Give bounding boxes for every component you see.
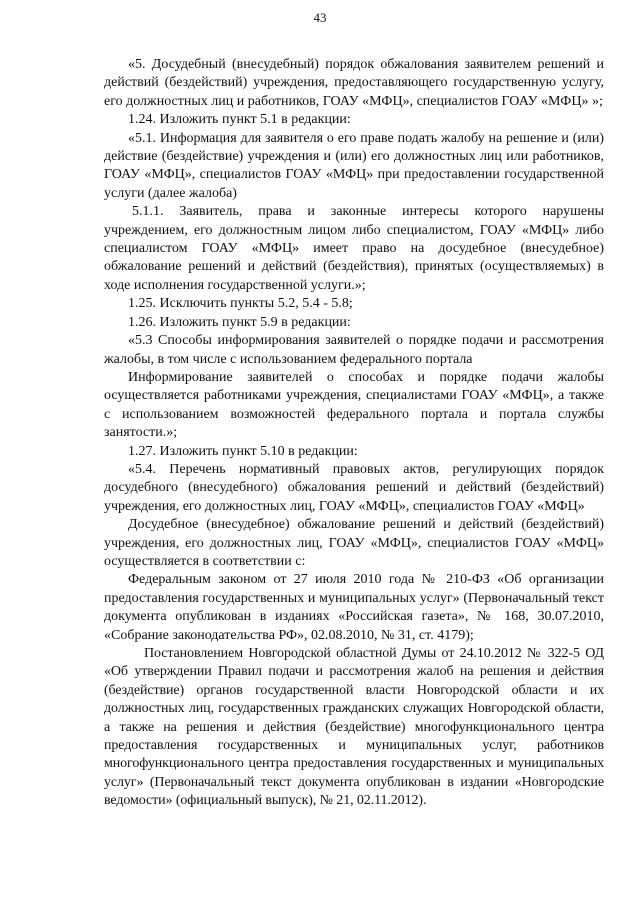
amendment-1-26: 1.26. Изложить пункт 5.9 в редакции: xyxy=(128,314,351,330)
amendment-1-27: 1.27. Изложить пункт 5.10 в редакции: xyxy=(128,443,358,459)
section-5-title-paragraph: «5. Досудебный (внесудебный) порядок обжалования заявителем решений и действий (бездействий) учреждения, предоставляющего государственную услугу, его должностных лиц и работников, ГОАУ «МФЦ», специалистов ГОАУ «МФЦ» »; xyxy=(104,57,604,109)
amendment-1-24: 1.24. Изложить пункт 5.1 в редакции: xyxy=(128,112,351,128)
clause-5-1-paragraph: «5.1. Информация для заявителя о его праве подать жалобу на решение и (или) действие (бездействие) учреждения и (или) его должностных лиц или работников, ГОАУ «МФЦ», специалистов ГОАУ «МФЦ» при предоставлении государственной услуги (далее жалоба) xyxy=(104,130,604,201)
clause-5-4-body: Досудебное (внесудебное) обжалование решений и действий (бездействий) учреждения, его должностных лиц, ГОАУ «МФЦ», специалистов ГОАУ «МФЦ» осуществляется в соответствии с: xyxy=(104,517,604,569)
clause-5-3-heading: «5.3 Способы информирования заявителей о порядке подачи и рассмотрения жалобы, в том числе с использованием федерального портала xyxy=(104,333,604,367)
federal-law-reference: Федеральным законом от 27 июля 2010 года № 210-ФЗ «Об организации предоставления государственных и муниципальных услуг» (Первоначальный текст документа опубликован в изданиях «Российская газета», № 168, 30.07.2010, «Собрание законодательства РФ», 02.08.2010, № 31, ст. 4179); xyxy=(104,572,604,643)
clause-5-4-heading: «5.4. Перечень нормативный правовых актов, регулирующих порядок досудебного (внесудебного) обжалования решений и действий (бездействий) учреждения, его должностных лиц, ГОАУ «МФЦ», специалистов ГОАУ «МФЦ» xyxy=(104,461,604,514)
clause-5-3-body: Информирование заявителей о способах и порядке подачи жалобы осуществляется работниками учреждения, специалистами ГОАУ «МФЦ», а также с использованием возможностей федерального портала и портала службы занятости.»; xyxy=(104,369,604,441)
page-number: 43 xyxy=(313,10,327,25)
regional-resolution-reference: Постановлением Новгородской областной Думы от 24.10.2012 № 322-5 ОД «Об утверждении Правил подачи и рассмотрения жалоб на решения и действия (бездействие) органов государственной власти Новгородской области и их должностных лиц, государственных гражданских служащих Новгородской области, а также на решения и действия (бездействие) многофункционального центра предоставления государственных и муниципальных услуг, работников многофункционального центра предоставления государственных и муниципальных услуг» (Первоначальный текст документа опубликован в издании «Новгородские ведомости» (официальный выпуск), № 21, 02.11.2012). xyxy=(104,646,604,809)
clause-5-1-1-paragraph: 5.1.1. Заявитель, права и законные интересы которого нарушены учреждением, его должностным лицом либо специалистом, ГОАУ «МФЦ» либо специалистом ГОАУ «МФЦ» имеет право на досудебное (внесудебное) обжалование решений и действий (бездействия), принятых (осуществляемых) в ходе исполнения государственной услуги.»; xyxy=(104,204,604,293)
document-body xyxy=(104,56,604,811)
amendment-1-25: 1.25. Исключить пункты 5.2, 5.4 - 5.8; xyxy=(128,296,353,312)
